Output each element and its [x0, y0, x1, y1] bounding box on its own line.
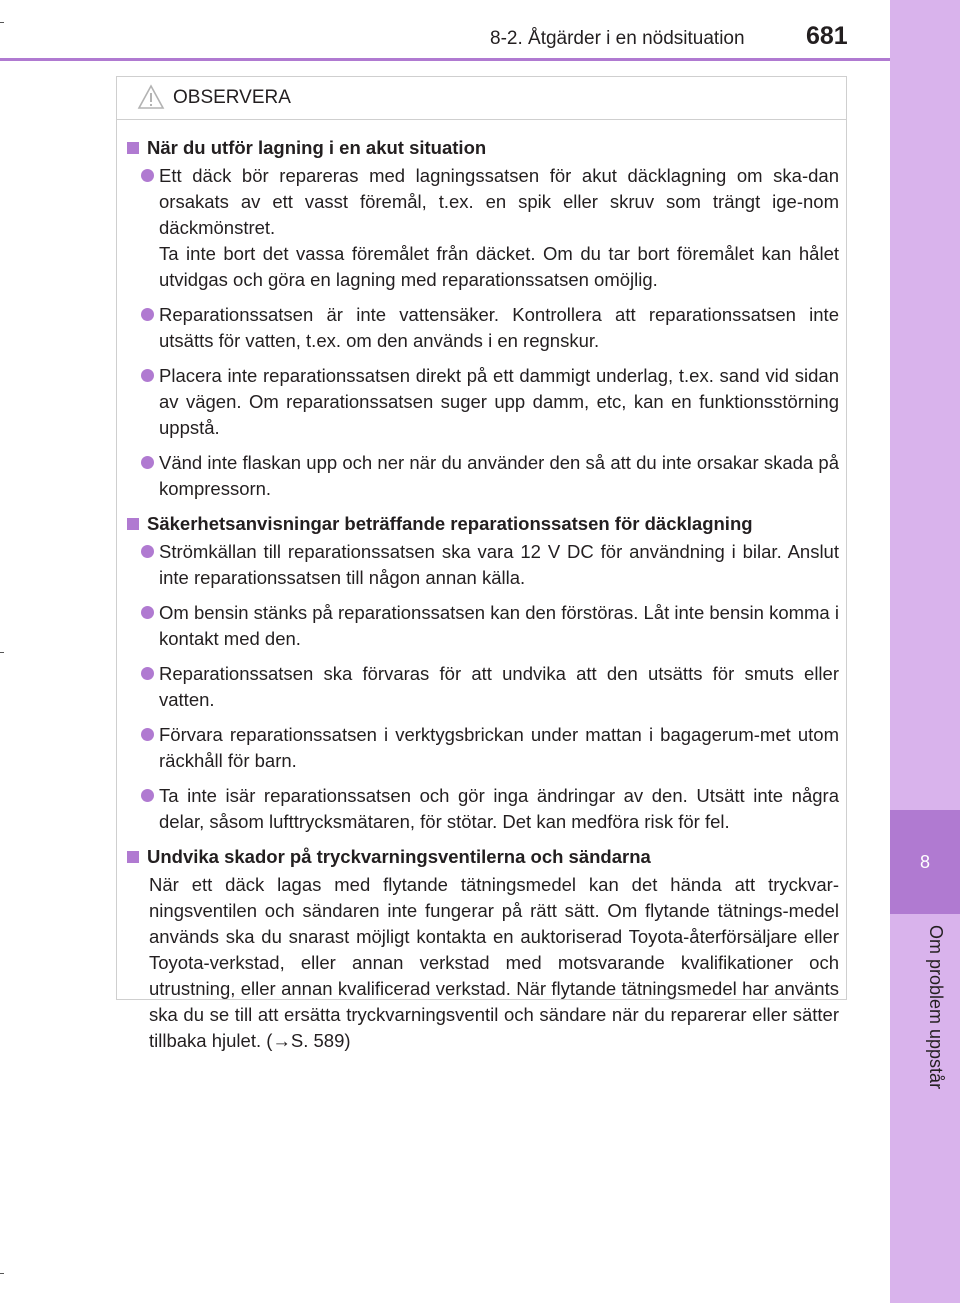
section-heading — [127, 135, 839, 161]
warning-triangle-icon — [137, 84, 165, 115]
side-tab-chapter-label: Om problem uppstår — [926, 925, 946, 1090]
square-bullet-icon — [127, 142, 139, 154]
square-bullet-icon — [127, 851, 139, 863]
round-bullet-icon — [141, 789, 154, 802]
bullet-item — [127, 661, 839, 713]
bullet-text: Reparationssatsen ska förvaras för att undvika att den utsätts för smuts eller vatten. — [159, 663, 839, 710]
crop-mark — [0, 652, 4, 653]
section-heading-text: Undvika skador på tryckvarningsventilerna och sändarna — [147, 846, 651, 867]
bullet-item — [127, 600, 839, 652]
bullet-item — [127, 783, 839, 835]
notice-section — [127, 135, 839, 502]
notice-box — [116, 76, 847, 1051]
section-heading — [127, 844, 839, 870]
bullet-text: Om bensin stänks på reparationssatsen kan den förstöras. Låt inte bensin komma i kontakt med den. — [159, 602, 839, 649]
round-bullet-icon — [141, 667, 154, 680]
bullet-text: Ta inte isär reparationssatsen och gör inga ändringar av den. Utsätt inte några delar, såsom lufttrycksmätaren, för stötar. Det kan medföra risk för fel. — [159, 785, 839, 832]
bullet-item — [127, 722, 839, 774]
header-rule — [0, 58, 890, 61]
section-heading-text: Säkerhetsanvisningar beträffande reparationssatsen för däcklagning — [147, 513, 753, 534]
round-bullet-icon — [141, 308, 154, 321]
bullet-text: Reparationssatsen är inte vattensäker. Kontrollera att reparationssatsen inte utsätts för vatten, t.ex. om den används i en regnskur. — [159, 304, 839, 351]
bullet-item — [127, 163, 839, 293]
notice-title: OBSERVERA — [173, 87, 291, 108]
section-heading-text: När du utför lagning i en akut situation — [147, 137, 487, 158]
bullet-item — [127, 539, 839, 591]
bullet-text: Förvara reparationssatsen i verktygsbrickan under mattan i bagagerum-met utom räckhåll för barn. — [159, 724, 839, 771]
bullet-text: Ta inte bort det vassa föremålet från däcket. Om du tar bort föremålet kan hålet utvidgas och göra en lagning med reparationssatsen omöjlig. — [159, 243, 839, 290]
notice-section — [127, 511, 839, 835]
crop-mark — [0, 22, 4, 23]
round-bullet-icon — [141, 369, 154, 382]
bullet-item — [127, 450, 839, 502]
bullet-text: Strömkällan till reparationssatsen ska vara 12 V DC för användning i bilar. Anslut inte reparationssatsen till någon annan källa. — [159, 541, 839, 588]
crop-mark — [0, 1273, 4, 1274]
round-bullet-icon — [141, 606, 154, 619]
side-tab-chapter-number: 8 — [919, 852, 930, 872]
section-paragraph: När ett däck lagas med flytande tätningsmedel kan det hända att tryckvar-ningsventilen och sändaren inte fungerar på rätt sätt. Om flytande tätnings-medel används ska du snarast möjligt kontakta en auktoriserad Toyota-återförsäljare eller Toyota-verkstad, eller annan verkstad med motsvarande kvalifikationer och utrustning, eller annan kvalificerad verkstad. När flytande tätningsmedel har använts ska du se till att ersätta tryckvarningsventil och sändare när du reparerar eller sätter tillbaka hjulet. (→S. 589) — [149, 874, 839, 1051]
notice-body — [127, 135, 839, 1058]
bullet-item — [127, 302, 839, 354]
bullet-text: Placera inte reparationssatsen direkt på ett dammigt underlag, t.ex. sand vid sidan av vägen. Om reparationssatsen suger upp damm, etc, kan en funktionsstörning uppstå. — [159, 365, 839, 438]
notice-header — [117, 77, 846, 120]
bullet-text: Vänd inte flaskan upp och ner när du använder den så att du inte orsakar skada på kompressorn. — [159, 452, 839, 499]
notice-section — [127, 844, 839, 1054]
bullet-item — [127, 363, 839, 441]
square-bullet-icon — [127, 518, 139, 530]
round-bullet-icon — [141, 728, 154, 741]
round-bullet-icon — [141, 456, 154, 469]
chapter-title: 8-2. Åtgärder i en nödsituation — [490, 28, 745, 49]
side-tab — [890, 0, 960, 1303]
round-bullet-icon — [141, 545, 154, 558]
section-heading — [127, 511, 839, 537]
bullet-text: Ett däck bör repareras med lagningssatsen för akut däcklagning om ska-dan orsakats av ett vasst föremål, t.ex. en spik eller skruv som trängt ige-nom däckmönstret. — [159, 165, 839, 238]
round-bullet-icon — [141, 169, 154, 182]
page-number: 681 — [806, 22, 848, 50]
